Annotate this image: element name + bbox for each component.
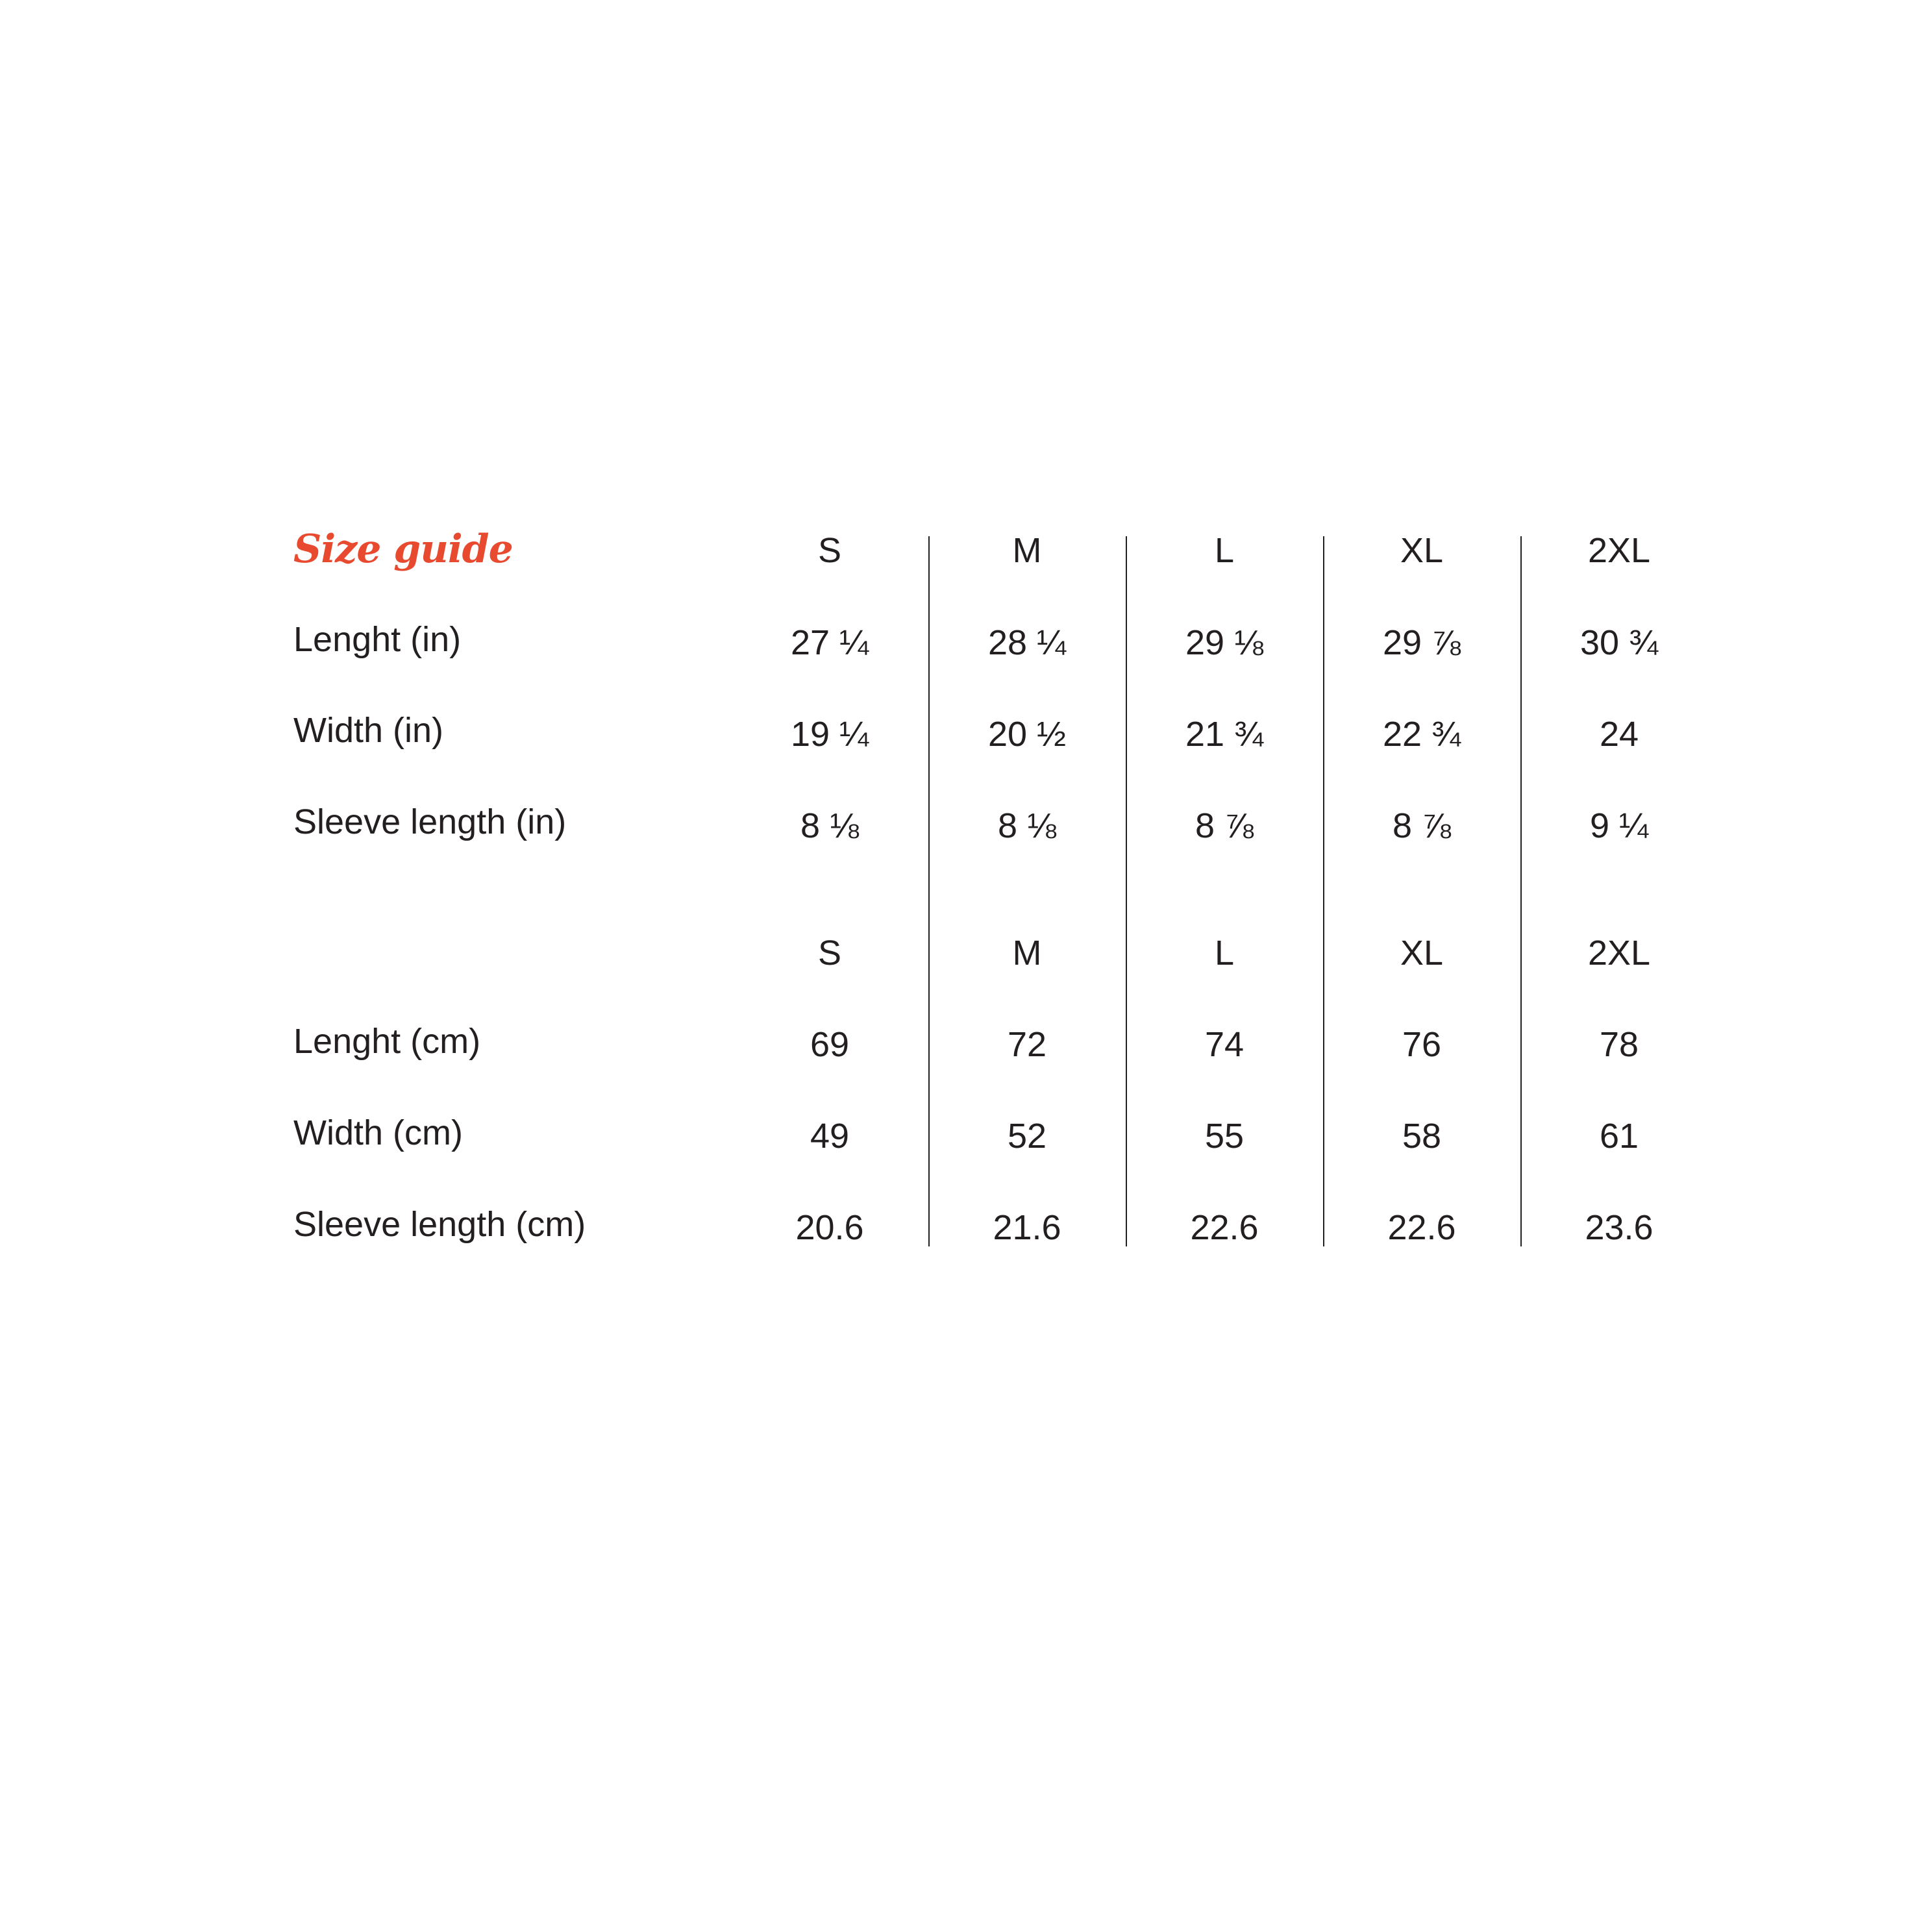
size-header-m: M — [1012, 934, 1042, 972]
table-cell: 8 ⅛ — [997, 806, 1057, 845]
table-cell: 49 — [810, 1117, 850, 1156]
size-header-l: L — [1214, 934, 1235, 972]
table-cell: 20 ½ — [987, 715, 1067, 754]
table-cell: 8 ⅞ — [1392, 806, 1452, 845]
size-header-xl: XL — [1400, 531, 1444, 570]
row-label-length-in: Lenght (in) — [293, 620, 462, 659]
table-cell: 76 — [1402, 1025, 1442, 1064]
table-cell: 27 ¼ — [790, 623, 869, 662]
table-cell: 8 ⅞ — [1195, 806, 1254, 845]
table-cell: 22 ¾ — [1382, 715, 1461, 754]
row-label-sleeve-cm: Sleeve length (cm) — [293, 1205, 586, 1244]
row-label-width-cm: Width (cm) — [293, 1113, 463, 1152]
table-cell: 61 — [1599, 1117, 1639, 1156]
column-divider — [1520, 536, 1522, 1246]
column-divider — [1126, 536, 1127, 1246]
table-cell: 9 ¼ — [1589, 806, 1649, 845]
table-cell: 23.6 — [1585, 1208, 1653, 1247]
size-header-2xl: 2XL — [1587, 934, 1651, 972]
table-cell: 58 — [1402, 1117, 1442, 1156]
table-cell: 69 — [810, 1025, 850, 1064]
table-cell: 30 ¾ — [1579, 623, 1659, 662]
size-header-s: S — [817, 934, 842, 972]
size-header-s: S — [817, 531, 842, 570]
column-divider — [1323, 536, 1324, 1246]
size-header-xl: XL — [1400, 934, 1444, 972]
row-label-width-in: Width (in) — [293, 711, 444, 750]
table-cell: 55 — [1204, 1117, 1245, 1156]
size-guide-title: Size guide — [293, 526, 513, 572]
table-cell: 78 — [1599, 1025, 1639, 1064]
table-cell: 21.6 — [993, 1208, 1061, 1247]
size-header-l: L — [1214, 531, 1235, 570]
size-header-2xl: 2XL — [1587, 531, 1651, 570]
table-cell: 8 ⅛ — [800, 806, 860, 845]
table-cell: 74 — [1204, 1025, 1245, 1064]
size-header-m: M — [1012, 531, 1042, 570]
table-cell: 24 — [1599, 715, 1639, 754]
table-cell: 72 — [1007, 1025, 1047, 1064]
table-cell: 22.6 — [1190, 1208, 1259, 1247]
table-cell: 29 ⅞ — [1382, 623, 1461, 662]
table-cell: 28 ¼ — [987, 623, 1067, 662]
row-label-sleeve-in: Sleeve length (in) — [293, 802, 567, 841]
column-divider — [928, 536, 930, 1246]
table-cell: 19 ¼ — [790, 715, 869, 754]
table-cell: 20.6 — [795, 1208, 864, 1247]
table-cell: 29 ⅛ — [1185, 623, 1264, 662]
row-label-length-cm: Lenght (cm) — [293, 1022, 481, 1061]
table-cell: 22.6 — [1387, 1208, 1456, 1247]
table-cell: 21 ¾ — [1185, 715, 1264, 754]
table-cell: 52 — [1007, 1117, 1047, 1156]
